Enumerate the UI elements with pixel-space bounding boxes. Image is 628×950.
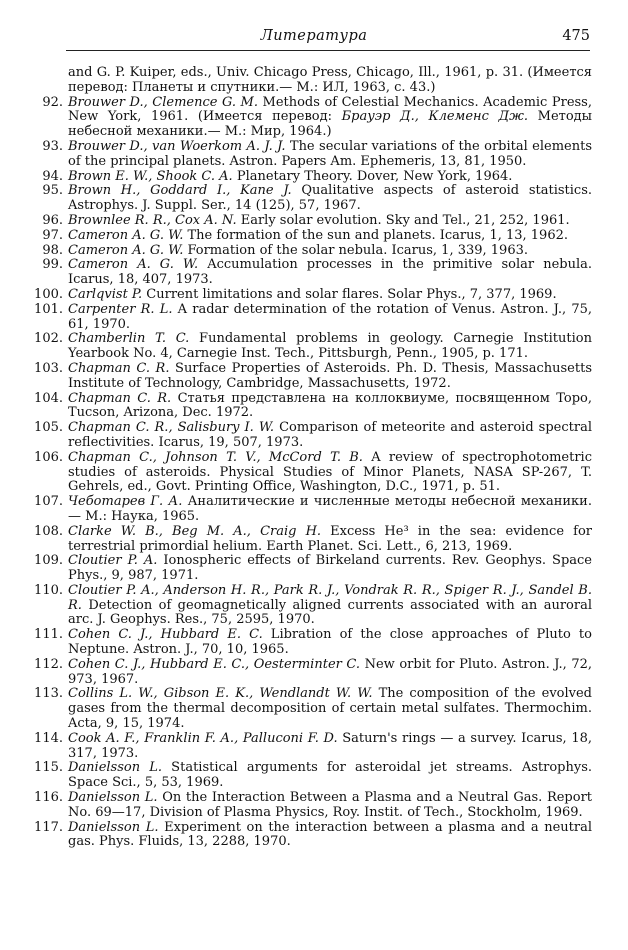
reference-entry [0,525,628,555]
reference-entry [0,584,628,628]
reference-entry [0,791,628,821]
reference-items [0,96,628,851]
reference-text: Early solar evolution. Sky and Tel., 21, 252, 1961. [236,212,570,228]
reference-authors: Carpenter R. L. [68,301,173,317]
reference-entry [0,244,628,259]
reference-authors: Cloutier P. A. [68,553,158,569]
reference-authors: Cohen C. J., Hubbard E. C. [68,627,263,643]
reference-number: 98. [42,242,63,258]
reference-number: 96. [42,212,63,228]
reference-entry [0,184,628,214]
reference-entry [0,332,628,362]
reference-text: Methods of Celestial Mechanics. Academic Press, New York, 1961. (Имеется перевод: [68,94,592,125]
page-header [0,28,628,50]
reference-entry [0,732,628,762]
reference-entry [0,170,628,185]
reference-authors: Chamberlin T. C. [68,331,190,347]
reference-text: A review of spectrophotometric studies of asteroids. Physical Studies of Minor Planets, NASA SP-267, T. Gehrels, ed., Govt. Printing Office, Washington, D.C., 1971, p. 51. [68,449,592,495]
reference-text: A radar determination of the rotation of Venus. Astron. J., 75, 61, 1970. [68,301,592,332]
reference-entry [0,761,628,791]
reference-number: 105. [34,420,63,436]
reference-authors: Brown E. W., Shook C. A. [68,168,233,184]
reference-authors: Brownlee R. R., Cox A. N. [68,212,237,228]
reference-entry [0,229,628,244]
reference-number: 115. [34,760,63,776]
reference-authors: Cameron A. G. W. [68,257,199,273]
reference-number: 110. [34,582,63,598]
reference-text: Libration of the close approaches of Pluto to Neptune. Astron. J., 70, 10, 1965. [68,627,592,658]
reference-text: On the Interaction Between a Plasma and a Neutral Gas. Report No. 69—17, Division of Plasma Physics, Roy. Instit. of Tech., Stockholm, 1969. [68,790,593,820]
reference-number: 108. [34,523,63,539]
reference-number: 117. [34,819,63,835]
reference-number: 107. [34,494,63,510]
reference-entry [0,214,628,229]
reference-number: 94. [42,168,63,184]
reference-number: 95. [42,183,63,199]
reference-number: 112. [34,656,63,672]
reference-text: Comparison of meteorite and asteroid spectral reflectivities. Icarus, 19, 507, 1973. [68,420,592,450]
reference-text: Surface Properties of Asteroids. Ph. D. Thesis, Massachusetts Institute of Technology, Cambridge, Massachusetts, 1972. [68,360,592,391]
reference-number: 109. [34,553,63,569]
reference-text: Planetary Theory. Dover, New York, 1964. [232,168,513,184]
reference-authors: Collins L. W., Gibson E. K., Wendlandt W. W. [68,686,373,702]
reference-authors: Chapman C. R., Salisbury I. W. [68,420,275,436]
reference-authors: Carlqvist P. [68,286,143,302]
reference-entry [0,288,628,303]
reference-text: New orbit for Pluto. Astron. J., 72, 973, 1967. [68,656,592,687]
reference-authors: Danielsson L. [68,819,159,835]
page-number: 475 [562,28,590,44]
reference-number: 114. [34,730,63,746]
reference-entry [0,658,628,688]
reference-entry [0,303,628,333]
reference-text: Fundamental problems in geology. Carnegie Institution Yearbook No. 4, Carnegie Inst. Tech., Pittsburgh, Penn., 1905, p. 171. [68,331,592,362]
reference-number: 113. [34,686,63,702]
reference-authors: Cloutier P. A., Anderson H. R., Park R. J., Vondrak R. R., Spiger R. J., Sandel B. R. [68,582,592,613]
reference-text: Qualitative aspects of asteroid statistics. Astrophys. J. Suppl. Ser., 14 (125), 57, 1967. [68,183,592,214]
reference-authors: Chapman C. R. [68,360,170,376]
reference-authors: Brouwer D., van Woerkom A. J. J. [68,138,286,154]
reference-text: Ionospheric effects of Birkeland currents. Rev. Geophys. Space Phys., 9, 987, 1971. [68,553,593,584]
reference-number: 92. [42,94,63,110]
reference-entry [0,96,628,140]
reference-text: Excess He³ in the sea: evidence for terrestrial primordial helium. Earth Planet. Sci. Lett., 6, 213, 1969. [68,523,592,554]
reference-continuation: and G. P. Kuiper, eds., Univ. Chicago Press, Chicago, Ill., 1961, p. 31. (Имеется перевод: Планеты и спутники.— М.: ИЛ, 1963, с. 43.) [68,65,592,95]
reference-text: Статья представлена на коллоквиуме, посвященном Topo, Tucson, Arizona, Dec. 1972. [68,390,592,421]
reference-number: 93. [42,138,63,154]
reference-text: The composition of the evolved gases from the thermal decomposition of certain metal sulfates. Thermochim. Acta, 9, 15, 1974. [68,686,593,732]
reference-text: Statistical arguments for asteroidal jet streams. Astrophys. Space Sci., 5, 53, 1969. [68,760,592,791]
reference-number: 102. [34,331,63,347]
reference-entry [0,628,628,658]
reference-text: The formation of the sun and planets. Icarus, 1, 13, 1962. [183,227,568,243]
reference-text: Saturn's rings — a survey. Icarus, 18, 317, 1973. [68,730,592,761]
reference-authors: Brown H., Goddard I., Kane J. [68,183,292,199]
reference-entry [0,687,628,731]
reference-text: Аналитические и численные методы небесной механики.— М.: Наука, 1965. [68,494,592,524]
reference-authors: Чеботарев Г. А. [68,494,183,510]
reference-text: The secular variations of the orbital elements of the principal planets. Astron. Papers Am. Ephemeris, 13, 81, 1950. [68,138,593,169]
reference-text: Accumulation processes in the primitive solar nebula. Icarus, 18, 407, 1973. [68,257,593,288]
reference-text: Formation of the solar nebula. Icarus, 1, 339, 1963. [183,242,528,258]
reference-text: Experiment on the interaction between a plasma and a neutral gas. Phys. Fluids, 13, 2288, 1970. [68,819,593,850]
reference-translation-text: Методы небесной механики.— М.: Мир, 1964.) [68,109,593,140]
running-title: Литература [260,28,368,44]
reference-number: 101. [34,301,63,317]
reference-authors: Cameron A. G. W. [68,227,184,243]
reference-entry [0,362,628,392]
reference-authors: Danielsson L. [68,760,163,776]
reference-number: 116. [34,790,63,806]
reference-entry [0,554,628,584]
reference-number: 99. [42,257,63,273]
reference-authors: Chapman C., Johnson T. V., McCord T. B. [68,449,363,465]
reference-entry [0,258,628,288]
reference-number: 111. [34,627,63,643]
reference-entry [0,421,628,451]
reference-authors: Cameron A. G. W. [68,242,184,258]
reference-authors: Chapman C. R. [68,390,172,406]
reference-entry [0,821,628,851]
reference-authors: Danielsson L. [68,790,158,806]
reference-authors: Brouwer D., Clemence G. M. [68,94,258,110]
reference-authors: Cohen C. J., Hubbard E. C., Oesterminter C. [68,656,361,672]
reference-authors: Cook A. F., Franklin F. A., Palluconi F. D. [68,730,338,746]
reference-entry [0,392,628,422]
reference-number: 104. [34,390,63,406]
reference-text: Detection of geomagnetically aligned currents associated with an auroral arc. J. Geophys. Res., 75, 2595, 1970. [68,597,592,628]
reference-entry [0,451,628,495]
reference-list [0,66,628,850]
reference-translation-authors: Брауэр Д., Клеменс Дж. [341,109,528,125]
reference-number: 106. [34,449,63,465]
reference-authors: Clarke W. B., Beg M. A., Craig H. [68,523,322,539]
reference-number: 103. [34,360,63,376]
reference-number: 97. [42,227,63,243]
header-rule [66,50,590,51]
reference-text: Current limitations and solar flares. Solar Phys., 7, 377, 1969. [142,286,557,302]
reference-entry [0,495,628,525]
reference-number: 100. [34,286,63,302]
reference-entry [0,140,628,170]
